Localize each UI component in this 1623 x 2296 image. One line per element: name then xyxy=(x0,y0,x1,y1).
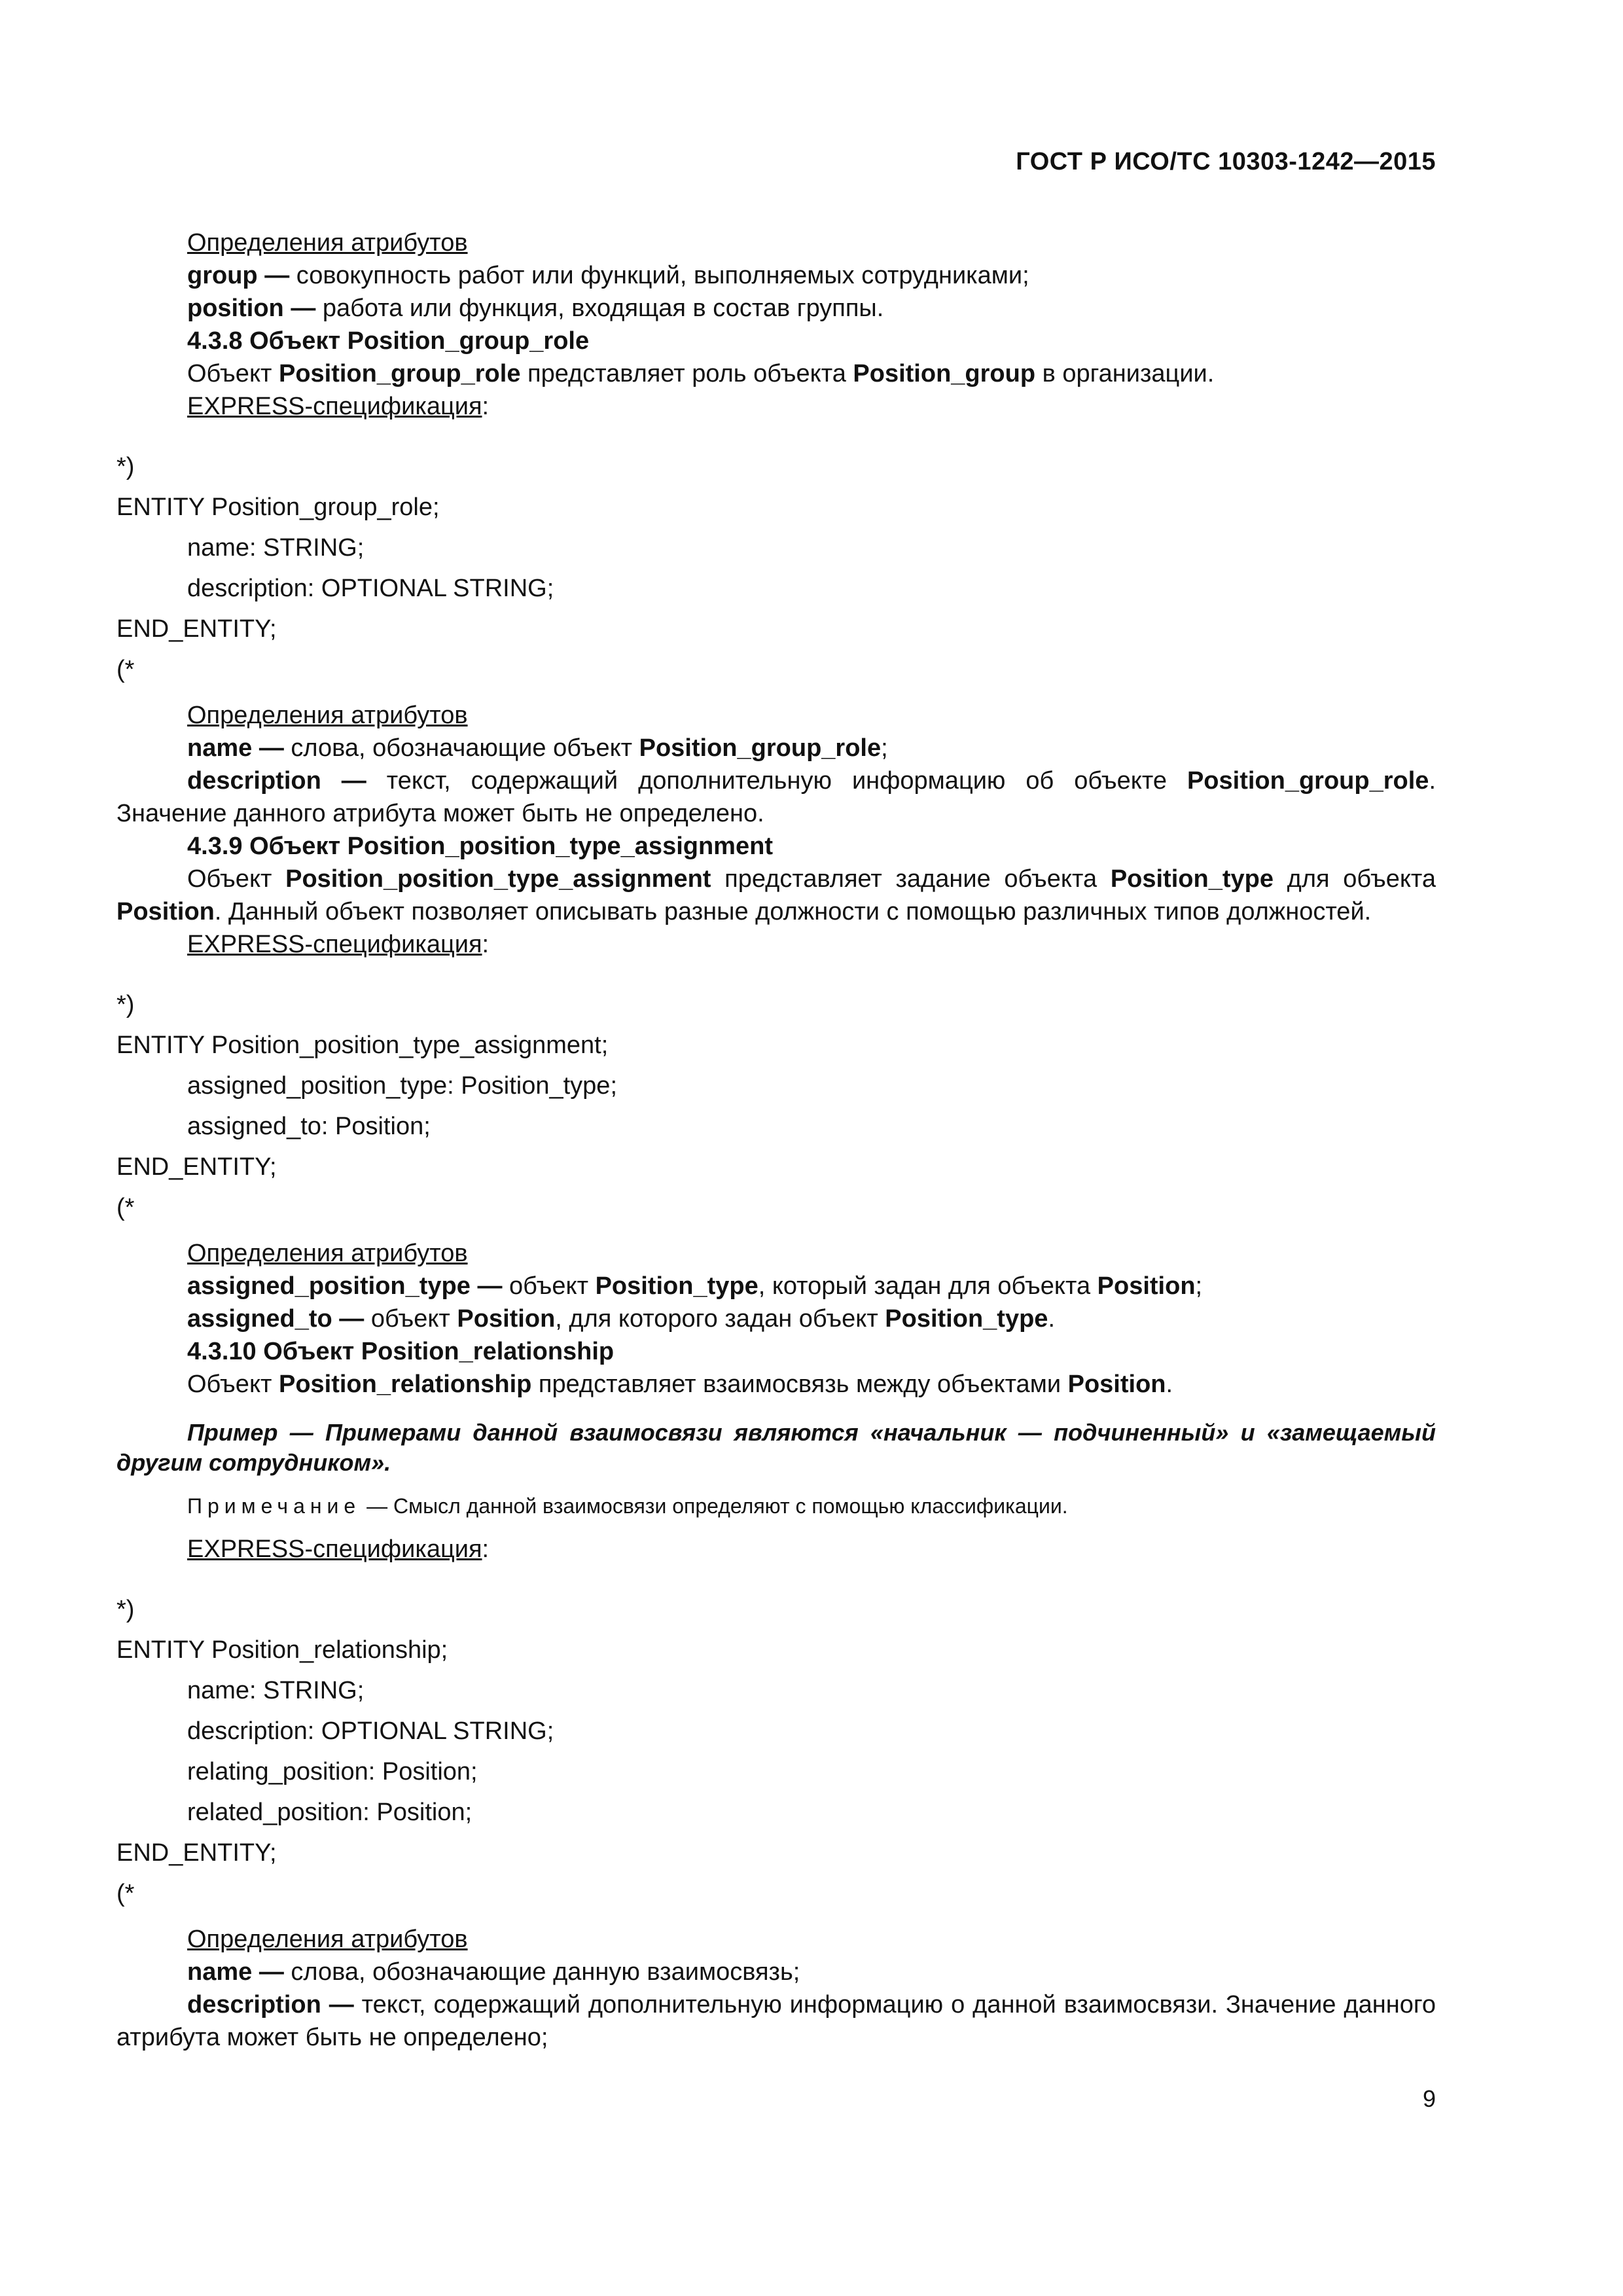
attr-defs-heading: Определения атрибутов xyxy=(187,1240,468,1267)
code-line: (* xyxy=(116,656,135,683)
def-position: position — работа или функция, входящая в состав группы. xyxy=(187,295,884,322)
express-spec-label: EXPRESS-спецификация: xyxy=(187,1535,490,1563)
def-description: description — текст, содержащий дополнительную информацию о данной взаимосвязи. Значение данного атрибута может быть не определено; xyxy=(116,1991,1436,2051)
code-line: assigned_position_type: Position_type; xyxy=(187,1072,618,1100)
page-number: 9 xyxy=(1422,2085,1436,2112)
def-group: group — совокупность работ или функций, выполняемых сотрудниками; xyxy=(187,262,1029,289)
document-code-header: ГОСТ Р ИСО/ТС 10303-1242—2015 xyxy=(1016,148,1436,175)
code-line: *) xyxy=(116,991,135,1018)
code-line: name: STRING; xyxy=(187,534,365,562)
express-spec-label: EXPRESS-спецификация: xyxy=(187,393,490,420)
code-line: related_position: Position; xyxy=(187,1799,473,1826)
attr-defs-heading: Определения атрибутов xyxy=(187,1926,468,1953)
def-assigned-to: assigned_to — объект Position, для которого задан объект Position_type. xyxy=(187,1305,1055,1333)
code-line: *) xyxy=(116,1596,135,1623)
def-name: name — слова, обозначающие данную взаимосвязь; xyxy=(187,1958,800,1986)
express-code-block xyxy=(116,984,1436,1228)
code-line: END_ENTITY; xyxy=(116,1839,277,1867)
code-line: (* xyxy=(116,1194,135,1221)
page-content xyxy=(116,226,1436,2054)
section-intro-4-3-10: Объект Position_relationship представляет взаимосвязь между объектами Position. xyxy=(187,1371,1173,1398)
code-line: ENTITY Position_group_role; xyxy=(116,493,440,521)
code-line: ENTITY Position_position_type_assignment; xyxy=(116,1031,609,1059)
attr-defs-heading: Определения атрибутов xyxy=(187,229,468,257)
code-line: END_ENTITY; xyxy=(116,615,277,643)
express-spec-label: EXPRESS-спецификация: xyxy=(187,931,490,958)
section-heading-4-3-8: 4.3.8 Объект Position_group_role xyxy=(187,327,590,355)
code-line: description: OPTIONAL STRING; xyxy=(187,1717,554,1745)
section-heading-4-3-10: 4.3.10 Объект Position_relationship xyxy=(187,1338,615,1365)
section-heading-4-3-9: 4.3.9 Объект Position_position_type_assignment xyxy=(187,833,773,860)
note-text: Примечание — Смысл данной взаимосвязи определяют с помощью классификации. xyxy=(187,1494,1068,1518)
code-line: name: STRING; xyxy=(187,1677,365,1704)
code-line: END_ENTITY; xyxy=(116,1153,277,1181)
example-text: Пример — Примерами данной взаимосвязи являются «начальник — подчиненный» и «замещаемый другим сотрудником». xyxy=(116,1419,1436,1476)
express-code-block xyxy=(116,1589,1436,1914)
def-name: name — слова, обозначающие объект Position_group_role; xyxy=(187,734,888,762)
def-description: description — текст, содержащий дополнительную информацию об объекте Position_group_role. Значение данного атрибута может быть не определено. xyxy=(116,767,1436,827)
code-line: ENTITY Position_relationship; xyxy=(116,1636,448,1664)
section-intro-4-3-8: Объект Position_group_role представляет роль объекта Position_group в организации. xyxy=(187,360,1215,387)
code-line: assigned_to: Position; xyxy=(187,1113,431,1140)
express-code-block xyxy=(116,446,1436,690)
section-intro-4-3-9: Объект Position_position_type_assignment представляет задание объекта Position_type для объекта Position. Данный объект позволяет описывать разные должности с помощью различных типов должностей. xyxy=(116,865,1436,925)
def-assigned-position-type: assigned_position_type — объект Position_type, который задан для объекта Position; xyxy=(187,1272,1203,1300)
code-line: *) xyxy=(116,453,135,480)
code-line: relating_position: Position; xyxy=(187,1758,478,1785)
code-line: (* xyxy=(116,1880,135,1907)
attr-defs-heading: Определения атрибутов xyxy=(187,702,468,729)
code-line: description: OPTIONAL STRING; xyxy=(187,575,554,602)
